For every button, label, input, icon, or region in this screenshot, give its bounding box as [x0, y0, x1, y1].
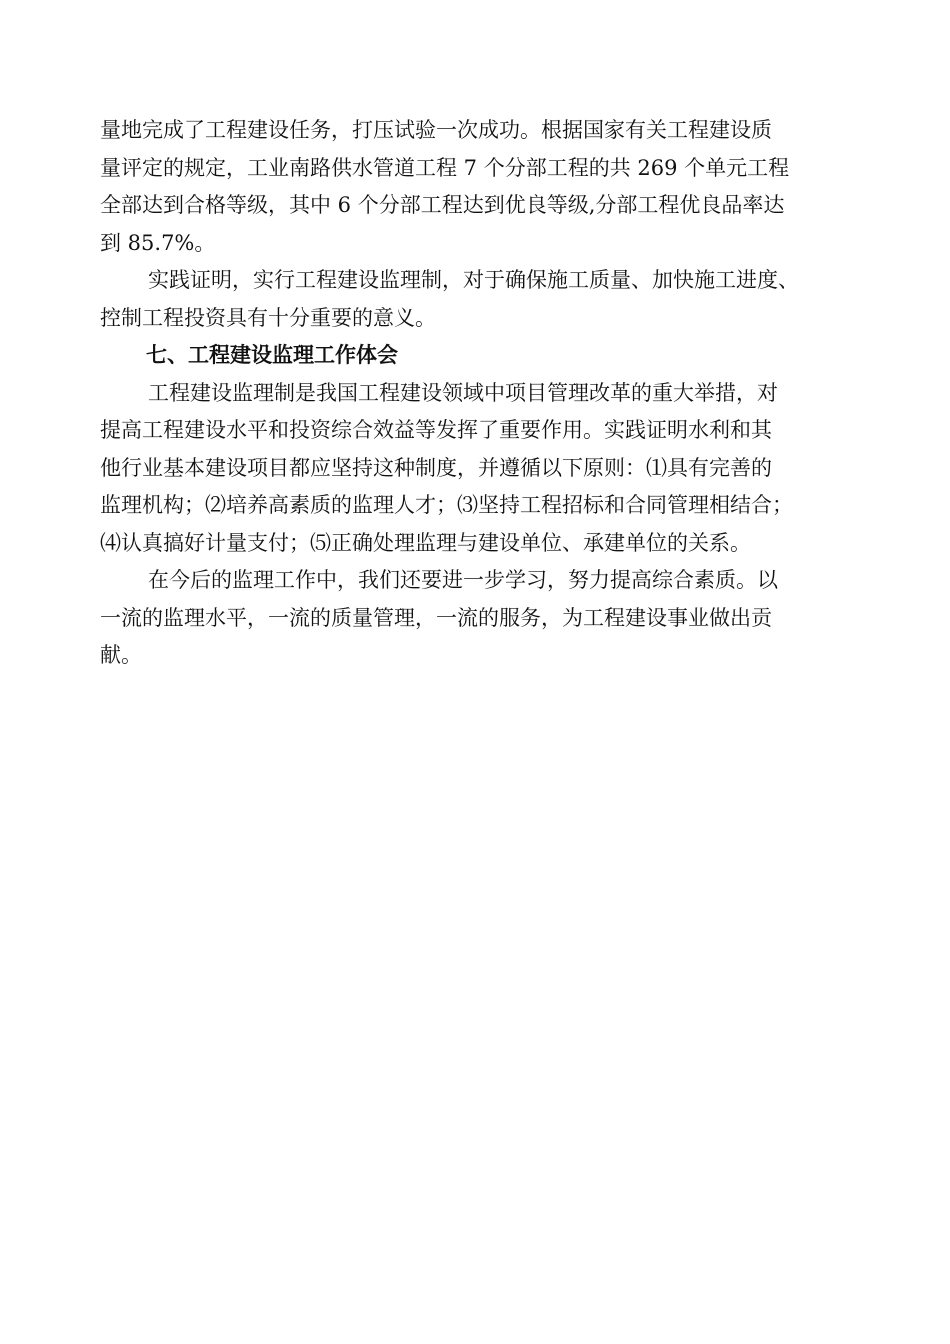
section-heading: 七、工程建设监理工作体会 — [146, 343, 398, 367]
text-line: 实践证明，实行工程建设监理制，对于确保施工质量、加快施工进度、 — [148, 268, 799, 292]
document-body — [100, 112, 860, 675]
paragraph-supervision-principles — [100, 375, 860, 563]
text-line: 一流的监理水平，一流的质量管理，一流的服务，为工程建设事业做出贡 — [100, 605, 772, 630]
text-line: ⑷认真搞好计量支付；⑸正确处理监理与建设单位、承建单位的关系。 — [100, 530, 751, 555]
text-line: 控制工程投资具有十分重要的意义。 — [100, 305, 436, 330]
text-line: 量地完成了工程建设任务，打压试验一次成功。根据国家有关工程建设质 — [100, 118, 772, 142]
paragraph-quality-results — [100, 112, 860, 262]
text-line: 到 85.7%。 — [100, 230, 216, 255]
text-line: 量评定的规定，工业南路供水管道工程 7 个分部工程的共 269 个单元工程 — [100, 155, 790, 180]
text-line: 在今后的监理工作中，我们还要进一步学习，努力提高综合素质。以 — [148, 568, 778, 592]
text-line: 工程建设监理制是我国工程建设领域中项目管理改革的重大举措，对 — [148, 380, 778, 405]
text-line: 他行业基本建设项目都应坚持这种制度，并遵循以下原则：⑴具有完善的 — [100, 455, 772, 480]
text-line: 献。 — [100, 643, 142, 667]
paragraph-future-work — [100, 562, 860, 675]
paragraph-practice-proof — [100, 262, 860, 337]
text-line: 全部达到合格等级，其中 6 个分部工程达到优良等级,分部工程优良品率达 — [100, 193, 785, 217]
text-line: 监理机构；⑵培养高素质的监理人才；⑶坚持工程招标和合同管理相结合； — [100, 493, 793, 517]
text-line: 提高工程建设水平和投资综合效益等发挥了重要作用。实践证明水利和其 — [100, 418, 772, 442]
